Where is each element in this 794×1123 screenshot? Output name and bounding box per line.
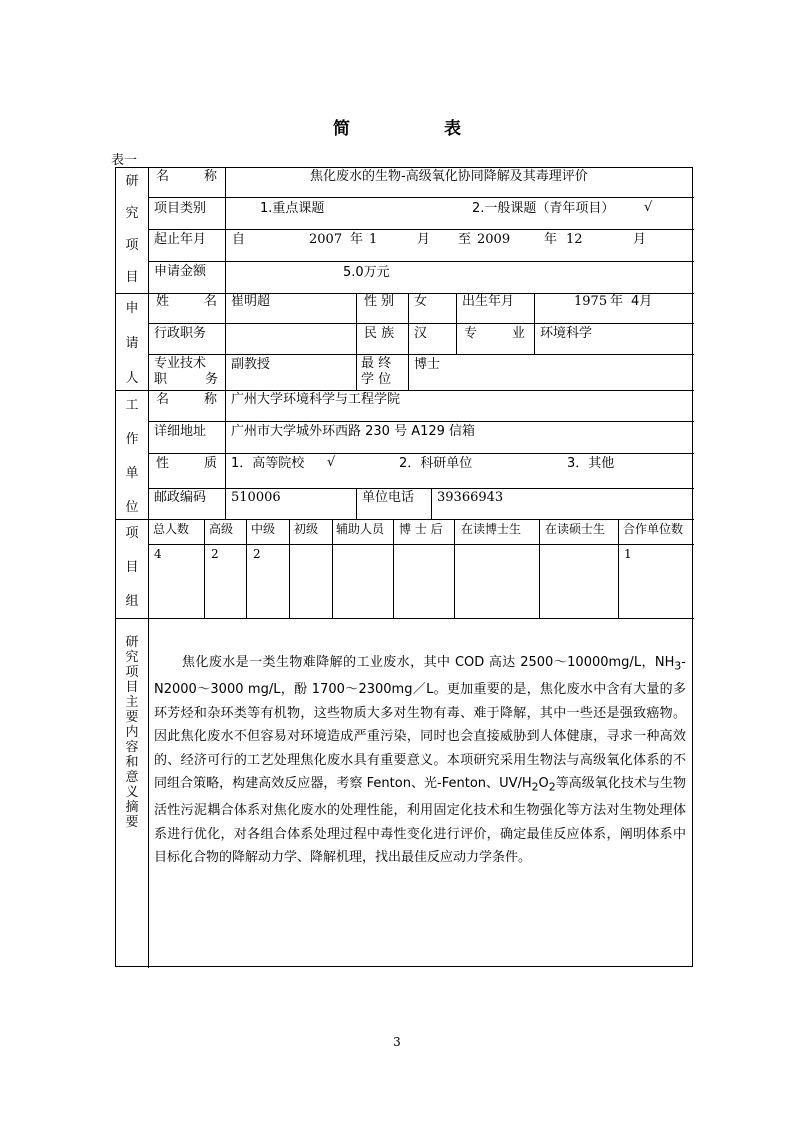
section-char: 要 [125,710,139,725]
tech-title-label-char: 务 [205,372,219,387]
section-char: 项 [125,665,139,680]
summary-table [115,167,693,967]
rule [408,293,409,354]
amount-label: 申请金额 [154,264,207,279]
rule [431,488,432,519]
major-label-a: 专 [464,326,478,341]
rule [148,261,694,262]
rule [289,519,290,618]
ethnicity-label: 民 族 [364,326,395,341]
team-value-intermediate: 2 [253,547,261,561]
section-char: 义 [125,785,139,800]
period-year-unit: 年 [350,232,364,247]
project-name-label-a: 名 [156,169,170,184]
section-char: 申 [125,301,139,316]
period-end-month: 12 [566,232,583,247]
abstract-subscript: 3 [674,659,682,673]
unit-nature-label-a: 性 [156,456,170,471]
gender-value: 女 [414,294,428,309]
section-char: 内 [125,725,139,740]
category-label: 项目类别 [154,201,207,216]
period-start-year: 2007 [309,232,343,247]
unit-nature-check-icon: √ [327,455,336,470]
tech-title-label [154,356,218,388]
abstract-part: -N [154,655,686,698]
major-value: 环境科学 [540,326,593,341]
section-char: 意 [125,770,139,785]
rule [148,488,694,489]
page-number: 3 [393,1035,401,1049]
rule [356,488,357,519]
period-start-month: 1 [369,232,378,247]
rule [356,293,357,390]
section-char: 项 [125,526,139,541]
unit-name-label-b: 称 [204,392,218,407]
section-char: 单 [125,466,139,481]
rule [204,519,205,618]
team-header-postdoc: 博 士 后 [399,522,443,536]
section-label-abstract [116,635,148,830]
phone-label: 单位电话 [362,490,415,505]
period-from: 自 [232,232,246,247]
rule [148,453,694,454]
period-month-unit: 月 [633,232,647,247]
abstract-paragraph [154,651,686,870]
section-char: 究 [125,206,139,221]
section-char: 位 [125,500,139,515]
postcode-value: 510006 [231,490,281,505]
period-to: 至 [458,232,472,247]
rule [148,229,694,230]
section-char: 工 [125,398,139,413]
section-char: 目 [125,560,139,575]
applicant-name-value: 崔明超 [231,294,271,309]
team-header-masters: 在读硕士生 [545,522,606,536]
tech-title-value: 副教授 [231,357,271,372]
rule [408,354,409,390]
abstract-subscript: 2 [531,780,539,794]
gender-label: 性 别 [364,294,395,309]
abstract-part: NH [654,655,675,670]
rule [148,197,694,198]
abstract-text [154,651,686,870]
rule [539,519,540,618]
section-char: 究 [125,650,139,665]
rule [225,168,226,293]
major-label-b: 业 [512,326,526,341]
title-char-left: 简 [333,119,350,139]
period-year-unit: 年 [544,232,558,247]
rule [393,519,394,618]
abstract-part: 焦化废水是一类生物难降解的工业废水，其中 COD 高达 2500～10000mg/L， [182,655,655,670]
section-char: 研 [125,174,139,189]
birth-month: 4月 [631,294,653,309]
team-header-senior: 高级 [209,522,234,536]
unit-nature-option-research: 2．科研单位 [399,456,473,471]
section-label-unit [116,390,148,515]
rule [225,390,226,519]
rule [332,519,333,618]
rule [456,293,457,354]
unit-name-value: 广州大学环境科学与工程学院 [231,392,401,407]
rule [116,519,694,520]
rule [116,390,694,391]
section-char: 要 [125,815,139,830]
team-value-partners: 1 [624,547,632,561]
rule [148,421,694,422]
section-label-project [116,168,148,285]
section-char: 目 [125,680,139,695]
tech-title-label-line1: 专业技术 [154,356,207,371]
period-month-unit: 月 [417,232,431,247]
birth-year: 1975 [574,294,608,309]
address-label: 详细地址 [154,424,207,439]
applicant-name-label-a: 姓 [156,294,170,309]
degree-label-line1: 最 终 [361,356,392,371]
degree-label [361,356,391,388]
team-header-assistants: 辅助人员 [336,522,385,536]
rule [225,293,226,390]
abstract-part: O [538,776,549,792]
abstract-part: 等高级氧化技术与生物活性污泥耦合体系对焦化废水的处理性能，利用固定化技术和生物强化等方法对生物处理体系进行优化，对各组合体系处理过程中毒性变化进行评价，确定最佳反应体系，阐明体系中目标化合物的降解动力学、降解机理，找出最佳反应动力学条件。 [154,776,686,866]
unit-nature-label-b: 质 [204,456,218,471]
birth-year-unit: 年 [610,294,624,309]
unit-name-label-a: 名 [156,392,170,407]
section-char: 容 [125,740,139,755]
period-label: 起止年月 [154,232,207,247]
section-char: 组 [125,594,139,609]
category-option-general: 2.一般课题（青年项目） [472,201,615,216]
team-header-intermediate: 中级 [251,522,276,536]
tech-title-label-line2 [154,372,218,388]
degree-value: 博士 [414,357,441,372]
section-char: 和 [125,755,139,770]
admin-post-label: 行政职务 [154,326,207,341]
section-char: 项 [125,238,139,253]
team-value-senior: 2 [211,547,219,561]
rule [246,519,247,618]
rule [148,544,694,545]
rule [454,519,455,618]
abstract-part: 2000～3000 mg/L，酚 1700～2300mg／L。更加重要的是，焦化废水中含有大量的多环芳烃和杂环类等有机物，这些物质大多对生物有毒、难于降解，其中一些还是强致癌物。因此焦化废水不但容易对环境造成严重污染，同时也会直接威胁到人体健康，寻求一种高效的、经济可行的工艺处理焦化废水具有重要意义。本项研究采用生物法与高级氧化体系的不同组合策略，构建高效反应器，考察 Fenton、光-Fenton、UV/H [154,682,686,792]
team-header-total: 总人数 [153,522,190,536]
section-char: 主 [125,695,139,710]
section-label-applicant [116,293,148,386]
category-option-key: 1.重点课题 [260,201,325,216]
section-char: 人 [125,371,139,386]
postcode-label: 邮政编码 [154,490,207,505]
section-char: 摘 [125,800,139,815]
team-value-total: 4 [154,547,162,561]
rule [148,323,694,324]
rule [116,618,694,619]
rule [534,293,535,354]
section-label-team [116,519,148,609]
birth-label: 出生年月 [462,294,515,309]
team-header-phd: 在读博士生 [461,522,522,536]
team-header-partners: 合作单位数 [623,522,684,536]
rule [148,354,694,355]
section-char: 作 [125,432,139,447]
project-name-value: 焦化废水的生物-高级氧化协同降解及其毒理评价 [310,169,588,184]
period-end-year: 2009 [477,232,511,247]
project-name-label-b: 称 [204,169,218,184]
phone-value: 39366943 [437,490,504,505]
category-check-icon: √ [644,200,653,215]
degree-label-line2: 学 位 [361,372,392,387]
table-label: 表一 [111,153,138,168]
team-header-junior: 初级 [294,522,319,536]
ethnicity-value: 汉 [414,326,428,341]
abstract-subscript: 2 [548,780,556,794]
amount-value: 5.0万元 [343,265,390,280]
section-char: 目 [125,270,139,285]
address-value: 广州市大学城外环西路 230 号 A129 信箱 [231,424,476,439]
unit-nature-option-university: 1．高等院校 [231,456,305,471]
rule [116,293,694,294]
tech-title-label-char: 职 [154,372,168,387]
rule [618,519,619,618]
section-char: 研 [125,635,139,650]
section-char: 请 [125,336,139,351]
applicant-name-label-b: 名 [204,294,218,309]
rule [148,168,149,968]
title-char-right: 表 [444,119,461,139]
unit-nature-option-other: 3．其他 [567,456,615,471]
